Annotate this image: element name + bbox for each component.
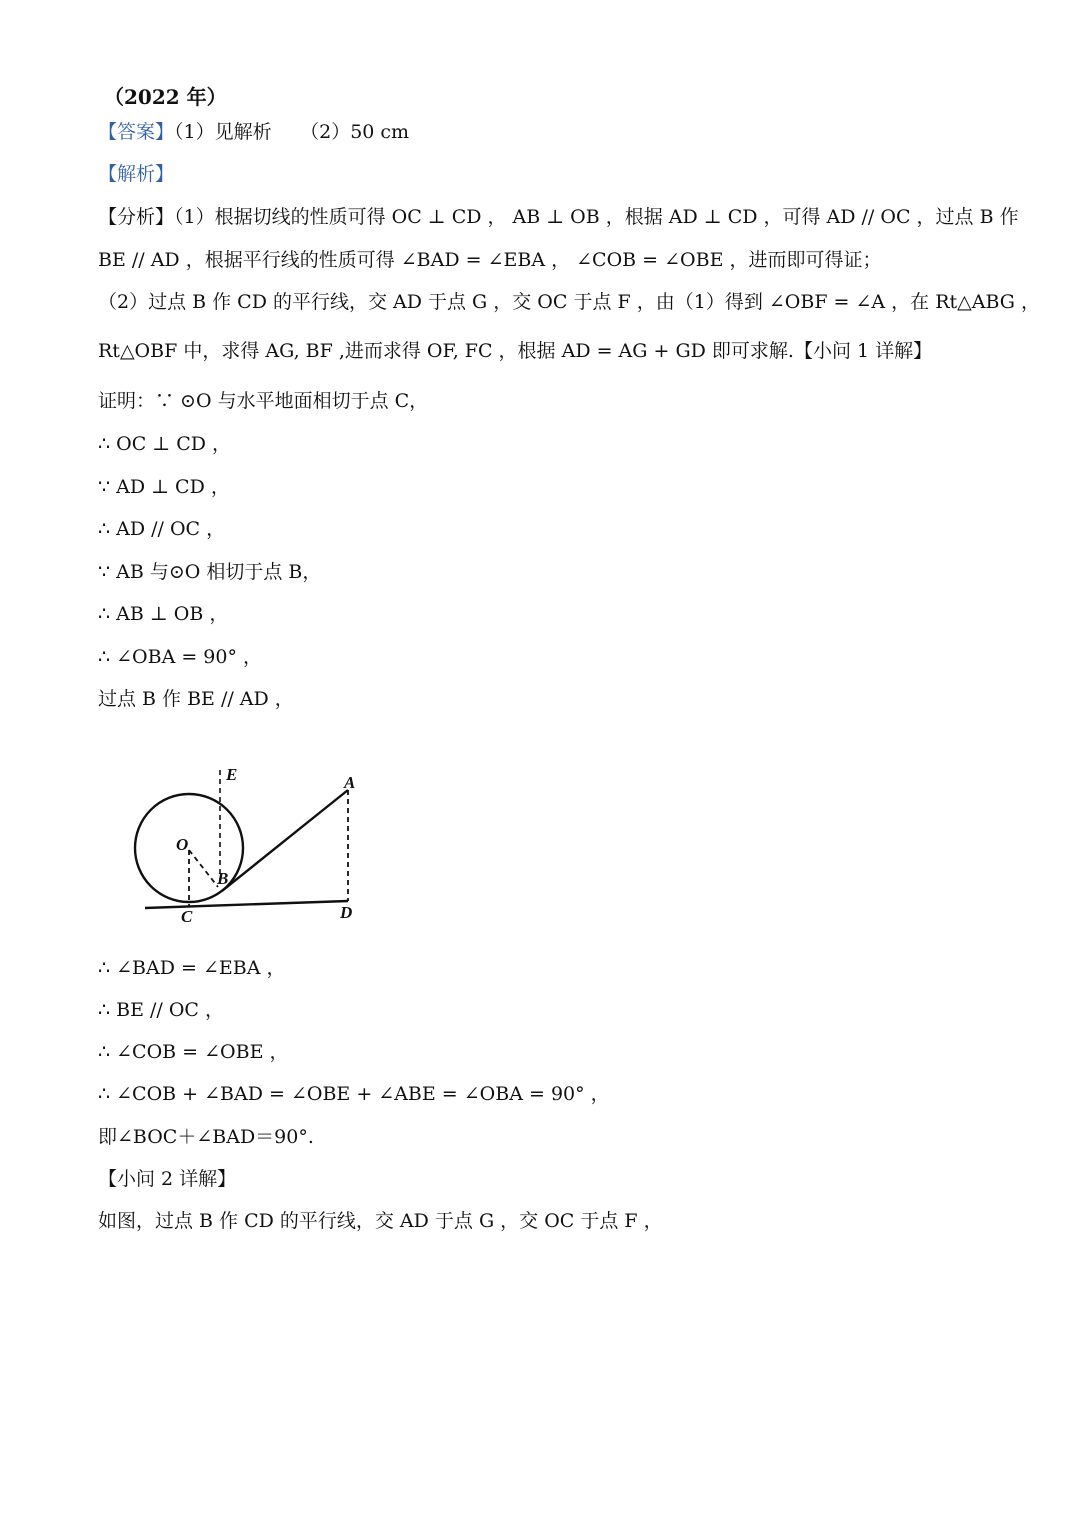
geometry-figure	[130, 760, 370, 930]
proof-step: ∵ AD ⊥ CD ，	[98, 476, 230, 498]
proof-step: ∴ BE // OC ，	[98, 999, 224, 1021]
label-a: A	[344, 773, 356, 792]
analysis-line-1: 【分析】（1）根据切线的性质可得 OC ⊥ CD ， AB ⊥ OB ，根据 AD ⊥ CD ，可得 AD // OC ，过点 B 作	[98, 206, 1019, 228]
part2-title: 【小问 2 详解】	[98, 1168, 237, 1190]
year-heading: （2022 年）	[104, 85, 227, 109]
dashed-ob	[189, 850, 218, 887]
proof-step: 即∠BOC＋∠BAD＝90°.	[98, 1126, 314, 1148]
proof-step: ∴ AB ⊥ OB ，	[98, 603, 229, 625]
ground-line	[145, 901, 348, 908]
analysis-line-3: （2）过点 B 作 CD 的平行线，交 AD 于点 G ，交 OC 于点 F ，由（1）得到 ∠OBF = ∠A ，在 Rt△ABG ，	[98, 291, 1041, 313]
answer-tag: 【答案】	[98, 121, 175, 143]
proof-step: ∴ ∠BAD = ∠EBA ，	[98, 957, 286, 979]
proof-step: ∴ ∠COB = ∠OBE ，	[98, 1041, 289, 1063]
label-b: B	[217, 869, 229, 888]
answer-text: （1）见解析 （2）50 cm	[174, 121, 410, 143]
proof-step: ∵ AB 与⊙O 相切于点 B，	[98, 561, 322, 583]
proof-step: ∴ ∠COB + ∠BAD = ∠OBE + ∠ABE = ∠OBA = 90° ，	[98, 1083, 610, 1105]
answer-line	[98, 119, 409, 145]
proof-step: 证明：∵ ⊙O 与水平地面相切于点 C，	[98, 390, 429, 412]
proof-step: 过点 B 作 BE // AD ，	[98, 688, 294, 710]
part2-first-line: 如图，过点 B 作 CD 的平行线，交 AD 于点 G ，交 OC 于点 F ，	[98, 1210, 663, 1232]
analysis-tag: 【解析】	[98, 163, 175, 185]
label-d: D	[340, 903, 353, 922]
proof-step: ∴ AD // OC ，	[98, 518, 226, 540]
tangent-ab	[222, 790, 348, 891]
proof-step: ∴ ∠OBA = 90° ，	[98, 646, 263, 668]
label-e: E	[226, 765, 238, 784]
label-o: O	[176, 835, 189, 854]
label-c: C	[181, 907, 193, 926]
analysis-line-4: Rt△OBF 中，求得 AG, BF ,进而求得 OF, FC ，根据 AD = AG + GD 即可求解.【小问 1 详解】	[98, 340, 933, 362]
analysis-line-2: BE // AD ，根据平行线的性质可得 ∠BAD = ∠EBA ， ∠COB = ∠OBE ，进而即可得证；	[98, 249, 882, 271]
proof-step: ∴ OC ⊥ CD ，	[98, 433, 232, 455]
